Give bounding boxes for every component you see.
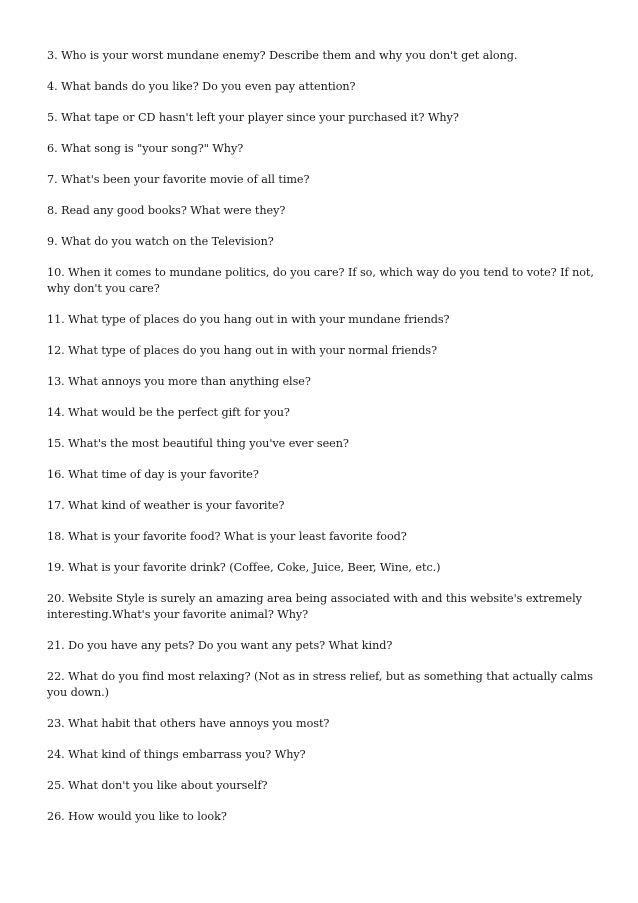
question-item: 6. What song is "your song?" Why? xyxy=(47,142,244,155)
question-item: 4. What bands do you like? Do you even pay attention? xyxy=(47,80,356,93)
question-item: 19. What is your favorite drink? (Coffee, Coke, Juice, Beer, Wine, etc.) xyxy=(47,561,441,574)
question-item: 12. What type of places do you hang out in with your normal friends? xyxy=(47,344,438,357)
question-item: 21. Do you have any pets? Do you want any pets? What kind? xyxy=(47,639,393,652)
question-item: 11. What type of places do you hang out in with your mundane friends? xyxy=(47,313,450,326)
question-item: 20. Website Style is surely an amazing area being associated with and this website's extremely interesting.What's your favorite animal? Why? xyxy=(47,592,582,621)
question-item: 22. What do you find most relaxing? (Not as in stress relief, but as something that actually calms you down.) xyxy=(47,670,593,699)
question-item: 8. Read any good books? What were they? xyxy=(47,204,286,217)
question-item: 24. What kind of things embarrass you? Why? xyxy=(47,748,306,761)
question-item: 18. What is your favorite food? What is your least favorite food? xyxy=(47,530,407,543)
question-item: 3. Who is your worst mundane enemy? Describe them and why you don't get along. xyxy=(47,49,518,62)
question-item: 15. What's the most beautiful thing you've ever seen? xyxy=(47,437,349,450)
question-item: 5. What tape or CD hasn't left your player since your purchased it? Why? xyxy=(47,111,459,124)
question-item: 14. What would be the perfect gift for you? xyxy=(47,406,290,419)
question-item: 16. What time of day is your favorite? xyxy=(47,468,259,481)
question-item: 17. What kind of weather is your favorite? xyxy=(47,499,285,512)
question-item: 25. What don't you like about yourself? xyxy=(47,779,268,792)
question-item: 10. When it comes to mundane politics, do you care? If so, which way do you tend to vote? If not, why don't you care? xyxy=(47,266,594,295)
question-item: 13. What annoys you more than anything else? xyxy=(47,375,311,388)
question-item: 26. How would you like to look? xyxy=(47,810,227,823)
question-item: 23. What habit that others have annoys you most? xyxy=(47,717,330,730)
question-list xyxy=(47,48,608,825)
question-item: 7. What's been your favorite movie of all time? xyxy=(47,173,310,186)
question-item: 9. What do you watch on the Television? xyxy=(47,235,274,248)
